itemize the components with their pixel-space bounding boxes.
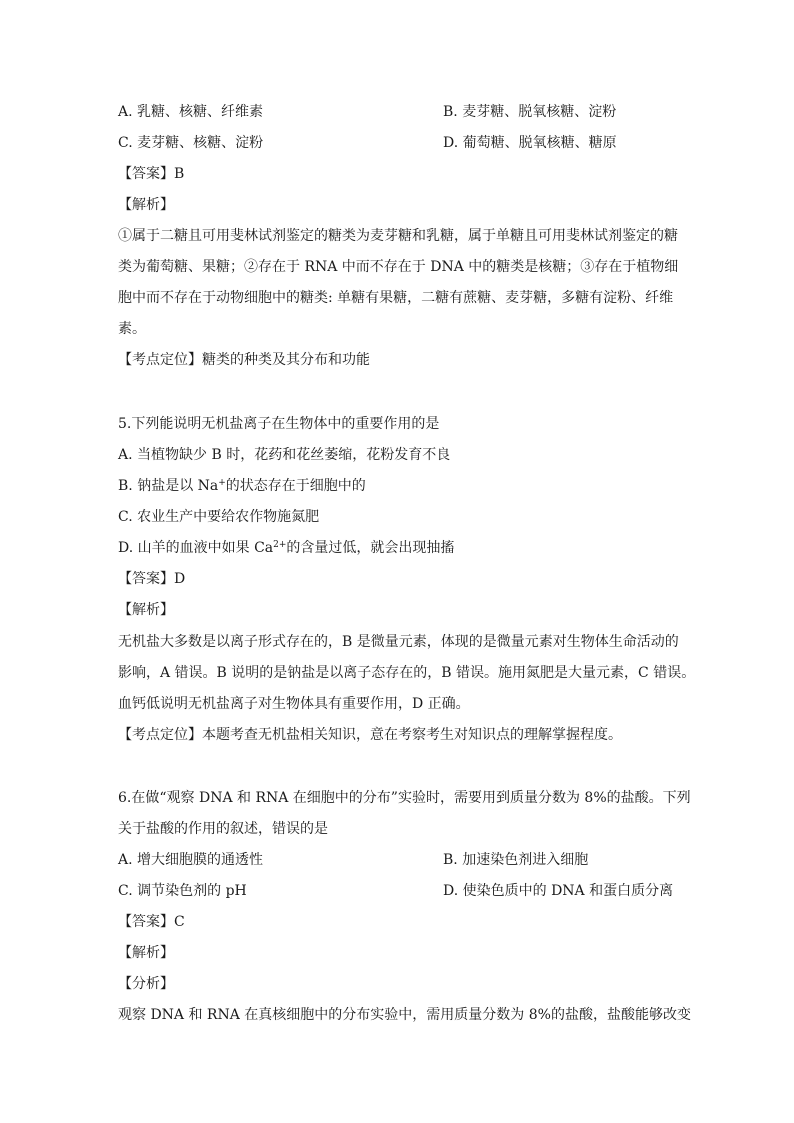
- q4-analysis-line: ①属于二糖且可用斐林试剂鉴定的糖类为麦芽糖和乳糖，属于单糖且可用斐林试剂鉴定的糖: [118, 228, 678, 244]
- q6-answer: 【答案】C: [118, 914, 185, 930]
- q4-option-a: A. 乳糖、核糖、纤维素: [118, 104, 264, 120]
- q6-fenxi-label: 【分析】: [118, 976, 174, 992]
- q6-option-a: A. 增大细胞膜的通透性: [118, 852, 264, 868]
- q6-option-d: D. 使染色质中的 DNA 和蛋白质分离: [443, 883, 674, 899]
- q5-option-b-text-end: 的状态存在于细胞中的: [225, 478, 366, 494]
- q6-option-b: B. 加速染色剂进入细胞: [443, 852, 589, 868]
- q4-analysis-label: 【解析】: [118, 197, 174, 213]
- q6-stem-line: 6.在做“观察 DNA 和 RNA 在细胞中的分布”实验时，需要用到质量分数为 8%的盐酸。下列: [118, 790, 691, 806]
- sodium-charge: +: [218, 478, 226, 488]
- q5-option-b-text: B. 钠盐是以 Na: [118, 478, 219, 494]
- q5-analysis-line: 血钙低说明无机盐离子对生物体具有重要作用，D 正确。: [118, 696, 470, 712]
- calcium-charge: 2+: [273, 540, 287, 550]
- q4-answer: 【答案】B: [118, 166, 185, 182]
- q5-analysis-line: 影响，A 错误。B 说明的是钠盐是以离子态存在的，B 错误。施用氮肥是大量元素，C 错误。: [118, 665, 696, 681]
- q5-option-d-text-end: 的含量过低，就会出现抽搐: [286, 540, 455, 556]
- q4-analysis-line: 素。: [118, 321, 146, 337]
- q6-fenxi-line: 观察 DNA 和 RNA 在真核细胞中的分布实验中，需用质量分数为 8%的盐酸，盐酸能够改变: [118, 1007, 691, 1023]
- q4-analysis-line: 类为葡萄糖、果糖；②存在于 RNA 中而不存在于 DNA 中的糖类是核糖；③存在于植物细: [118, 259, 679, 275]
- q6-analysis-label: 【解析】: [118, 945, 174, 961]
- q6-option-c: C. 调节染色剂的 pH: [118, 883, 247, 899]
- q5-stem: 5.下列能说明无机盐离子在生物体中的重要作用的是: [118, 416, 440, 432]
- q5-analysis-label: 【解析】: [118, 602, 174, 618]
- q5-option-a: A. 当植物缺少 B 时，花药和花丝萎缩，花粉发育不良: [118, 447, 451, 463]
- q5-option-b: [118, 476, 366, 496]
- q5-answer: 【答案】D: [118, 571, 186, 587]
- q5-option-d-text: D. 山羊的血液中如果 Ca: [118, 540, 274, 556]
- q4-kaodian: 【考点定位】糖类的种类及其分布和功能: [118, 352, 370, 368]
- q4-option-c: C. 麦芽糖、核糖、淀粉: [118, 135, 264, 151]
- q5-option-c: C. 农业生产中要给农作物施氮肥: [118, 509, 320, 525]
- q5-kaodian: 【考点定位】本题考查无机盐相关知识，意在考察考生对知识点的理解掌握程度。: [118, 727, 622, 743]
- q4-option-d: D. 葡萄糖、脱氧核糖、糖原: [443, 135, 617, 151]
- q4-analysis-line: 胞中而不存在于动物细胞中的糖类: 单糖有果糖，二糖有蔗糖、麦芽糖，多糖有淀粉、纤维: [118, 290, 674, 306]
- q5-option-d: [118, 538, 454, 558]
- q5-analysis-line: 无机盐大多数是以离子形式存在的，B 是微量元素，体现的是微量元素对生物体生命活动的: [118, 634, 679, 650]
- q4-option-b: B. 麦芽糖、脱氧核糖、淀粉: [443, 104, 617, 120]
- q6-stem-line: 关于盐酸的作用的叙述，错误的是: [118, 821, 328, 837]
